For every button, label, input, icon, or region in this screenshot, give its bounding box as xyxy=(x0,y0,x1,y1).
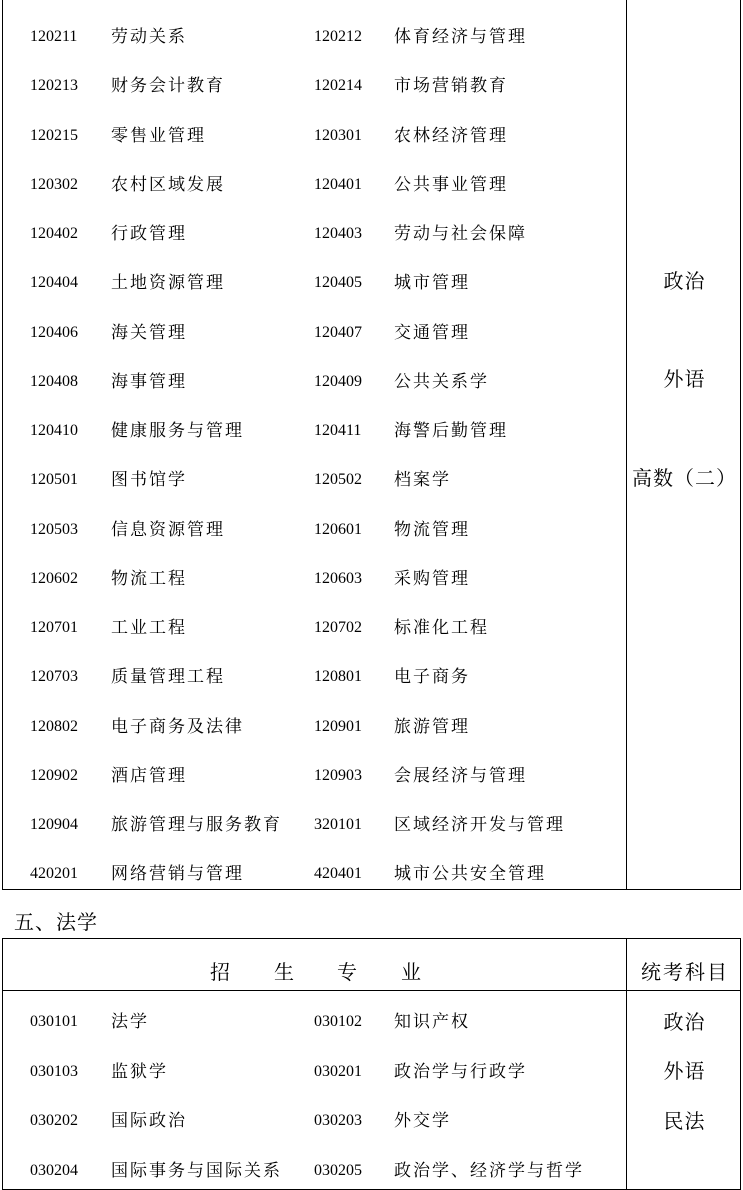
major-code: 120402 xyxy=(30,225,78,242)
table-row xyxy=(3,864,623,884)
header-major-char-4: 业 xyxy=(401,960,421,984)
major-code: 030201 xyxy=(314,1062,362,1080)
major-name: 采购管理 xyxy=(394,568,470,589)
major-name: 政治学、经济学与哲学 xyxy=(394,1160,584,1181)
table-row xyxy=(3,470,623,490)
major-code: 120405 xyxy=(314,274,362,292)
table-row xyxy=(3,1161,623,1181)
major-code: 120212 xyxy=(314,28,362,45)
major-name: 国际政治 xyxy=(111,1111,187,1131)
major-code: 120406 xyxy=(30,323,78,341)
table-row xyxy=(3,1111,623,1131)
major-code: 120408 xyxy=(30,372,78,390)
major-code: 120404 xyxy=(30,274,78,292)
table-row xyxy=(3,667,623,687)
major-code: 030103 xyxy=(30,1062,78,1080)
major-code: 120904 xyxy=(30,816,78,833)
major-code: 120301 xyxy=(314,126,362,144)
major-name: 区域经济开发与管理 xyxy=(394,815,565,835)
table-row xyxy=(3,766,623,786)
major-code: 120602 xyxy=(30,569,78,587)
major-name: 市场营销教育 xyxy=(394,76,508,97)
major-name: 监狱学 xyxy=(111,1061,168,1082)
table-row xyxy=(3,27,623,47)
major-code: 120603 xyxy=(314,569,362,587)
table-row xyxy=(3,1062,623,1082)
major-code: 030205 xyxy=(314,1161,362,1179)
table-row xyxy=(3,273,623,293)
major-name: 劳动与社会保障 xyxy=(394,224,527,244)
major-name: 财务会计教育 xyxy=(111,76,225,97)
major-code: 120702 xyxy=(314,619,362,636)
subject-foreign-language: 外语 xyxy=(663,367,706,391)
major-name: 国际事务与国际关系 xyxy=(111,1160,282,1181)
table-row xyxy=(3,175,623,195)
major-code: 120407 xyxy=(314,323,362,341)
major-name: 政治学与行政学 xyxy=(394,1061,527,1082)
subject-advanced-math-2: 高数（二） xyxy=(632,466,737,490)
major-name: 海事管理 xyxy=(111,371,187,392)
major-code: 120403 xyxy=(314,225,362,242)
table-row xyxy=(3,421,623,441)
major-code: 030101 xyxy=(30,1013,78,1030)
table-row xyxy=(3,126,623,146)
major-name: 行政管理 xyxy=(111,224,187,244)
major-name: 法学 xyxy=(111,1012,149,1032)
major-name: 知识产权 xyxy=(394,1012,470,1032)
major-name: 会展经济与管理 xyxy=(394,765,527,786)
major-code: 030203 xyxy=(314,1112,362,1129)
major-name: 土地资源管理 xyxy=(111,273,225,294)
major-code: 420401 xyxy=(314,865,362,883)
table-row xyxy=(3,372,623,392)
majors-table-law xyxy=(2,938,741,1190)
major-code: 320101 xyxy=(314,816,362,833)
subject-politics: 政治 xyxy=(663,1010,706,1034)
major-code: 030102 xyxy=(314,1013,362,1030)
table-row xyxy=(3,224,623,244)
subject-civil-law: 民法 xyxy=(663,1109,706,1133)
major-name: 体育经济与管理 xyxy=(394,27,527,47)
major-name: 信息资源管理 xyxy=(111,519,225,540)
header-major-char-3: 专 xyxy=(337,960,357,984)
subjects-cell xyxy=(627,0,742,889)
table-row xyxy=(3,618,623,638)
major-name: 物流管理 xyxy=(394,519,470,540)
major-code: 120401 xyxy=(314,175,362,193)
major-name: 海警后勤管理 xyxy=(394,421,508,441)
major-code: 120903 xyxy=(314,766,362,784)
majors-table-management xyxy=(2,0,741,890)
major-code: 120502 xyxy=(314,471,362,489)
table-row xyxy=(3,76,623,96)
table-row xyxy=(3,569,623,589)
major-name: 物流工程 xyxy=(111,568,187,589)
major-name: 标准化工程 xyxy=(394,618,489,638)
major-name: 电子商务 xyxy=(394,667,470,688)
header-subjects-label: 统考科目 xyxy=(641,960,729,984)
table-row xyxy=(3,717,623,737)
major-name: 旅游管理 xyxy=(394,716,470,737)
subject-politics: 政治 xyxy=(663,269,706,293)
major-name: 劳动关系 xyxy=(111,27,187,47)
subject-foreign-language: 外语 xyxy=(663,1059,706,1083)
major-name: 公共事业管理 xyxy=(394,174,508,195)
major-code: 120701 xyxy=(30,619,78,636)
major-name: 质量管理工程 xyxy=(111,667,225,688)
major-code: 030202 xyxy=(30,1112,78,1129)
major-code: 120902 xyxy=(30,766,78,784)
major-name: 电子商务及法律 xyxy=(111,716,244,737)
major-code: 120501 xyxy=(30,471,78,489)
major-code: 120411 xyxy=(314,422,362,439)
major-code: 120801 xyxy=(314,668,362,686)
major-code: 120211 xyxy=(30,28,78,45)
subjects-cell xyxy=(627,991,742,1189)
header-major-char-1: 招 xyxy=(210,960,230,984)
major-code: 120503 xyxy=(30,520,78,538)
major-name: 农村区域发展 xyxy=(111,174,225,195)
major-name: 农林经济管理 xyxy=(394,125,508,146)
table-row xyxy=(3,520,623,540)
table-row xyxy=(3,815,623,835)
major-name: 网络营销与管理 xyxy=(111,864,244,885)
major-code: 120410 xyxy=(30,422,78,439)
major-code: 120409 xyxy=(314,372,362,390)
major-code: 120215 xyxy=(30,126,78,144)
major-code: 420201 xyxy=(30,865,78,883)
major-name: 城市公共安全管理 xyxy=(394,864,546,885)
table-row xyxy=(3,323,623,343)
major-code: 120601 xyxy=(314,520,362,538)
header-major-char-2: 生 xyxy=(274,960,294,984)
major-code: 120703 xyxy=(30,668,78,686)
major-code: 120802 xyxy=(30,717,78,735)
major-code: 120901 xyxy=(314,717,362,735)
major-name: 公共关系学 xyxy=(394,371,489,392)
major-name: 酒店管理 xyxy=(111,765,187,786)
major-code: 120214 xyxy=(314,77,362,95)
table-row xyxy=(3,1012,623,1032)
major-name: 外交学 xyxy=(394,1111,451,1131)
major-name: 档案学 xyxy=(394,470,451,491)
section-heading-law: 五、法学 xyxy=(14,910,98,934)
major-name: 交通管理 xyxy=(394,322,470,343)
major-code: 030204 xyxy=(30,1161,78,1179)
major-name: 图书馆学 xyxy=(111,470,187,491)
major-name: 旅游管理与服务教育 xyxy=(111,815,282,835)
major-name: 健康服务与管理 xyxy=(111,421,244,441)
major-name: 工业工程 xyxy=(111,618,187,638)
major-name: 零售业管理 xyxy=(111,125,206,146)
major-code: 120302 xyxy=(30,175,78,193)
major-code: 120213 xyxy=(30,77,78,95)
major-name: 海关管理 xyxy=(111,322,187,343)
major-name: 城市管理 xyxy=(394,273,470,294)
